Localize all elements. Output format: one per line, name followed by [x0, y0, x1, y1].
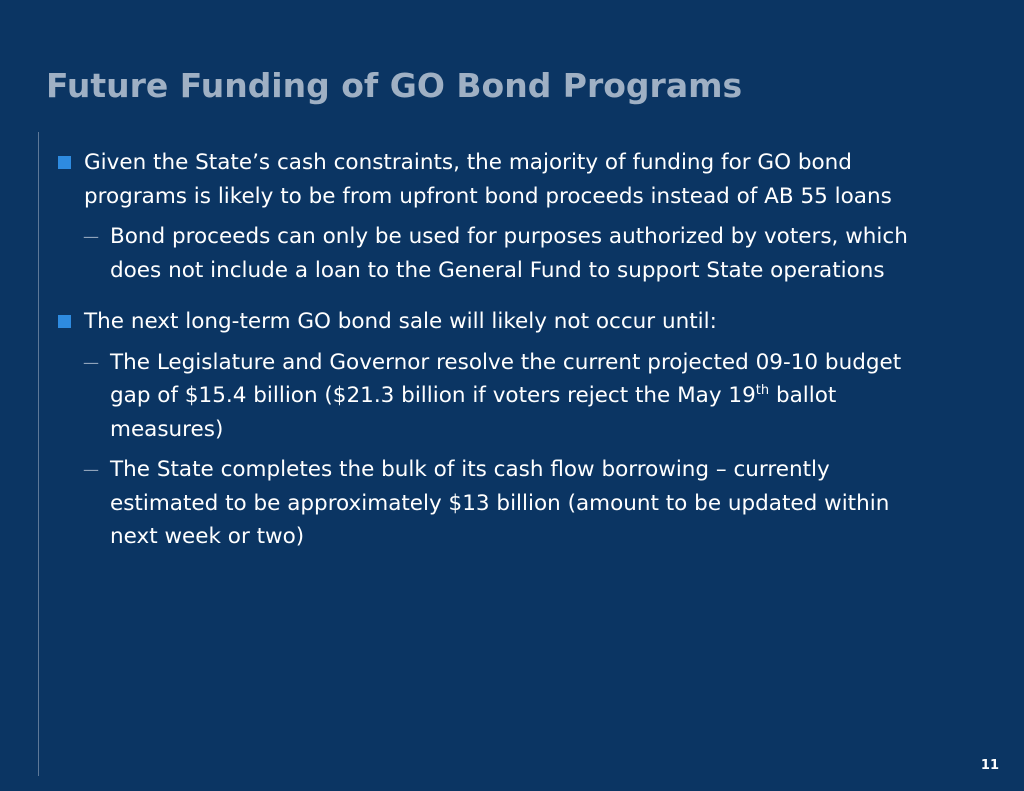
dash-bullet-icon: — [83, 352, 99, 372]
page-number: 11 [980, 758, 999, 773]
sub-bullet-text-part2: ballot measures) [110, 383, 837, 442]
slide-content [58, 146, 938, 554]
sub-bullet-text: Bond proceeds can only be used for purposes authorized by voters, which does not include a loan to the General Fund to support State operations [110, 224, 908, 283]
sub-bullet-item [58, 453, 938, 554]
bullet-item [58, 146, 938, 213]
sub-bullet-item [58, 346, 938, 447]
sub-bullet-item [58, 220, 938, 287]
left-vertical-rule [38, 132, 39, 776]
slide-title: Future Funding of GO Bond Programs [46, 66, 743, 105]
dash-bullet-icon: — [83, 460, 99, 479]
bullet-text: The next long-term GO bond sale will likely not occur until: [84, 309, 717, 334]
superscript-th: th [755, 382, 770, 398]
square-bullet-icon [58, 156, 71, 169]
bullet-item [58, 305, 938, 339]
square-bullet-icon [58, 315, 71, 328]
dash-bullet-icon: — [83, 227, 99, 246]
sub-bullet-text-part1: The Legislature and Governor resolve the current projected 09-10 budget gap of $15.4 billion ($21.3 billion if voters reject the May 19 [110, 349, 902, 408]
bullet-text: Given the State’s cash constraints, the majority of funding for GO bond programs is likely to be from upfront bond proceeds instead of AB 55 loans [84, 150, 892, 209]
sub-bullet-text: The State completes the bulk of its cash flow borrowing – currently estimated to be approximately $13 billion (amount to be updated within next week or two) [110, 457, 890, 549]
